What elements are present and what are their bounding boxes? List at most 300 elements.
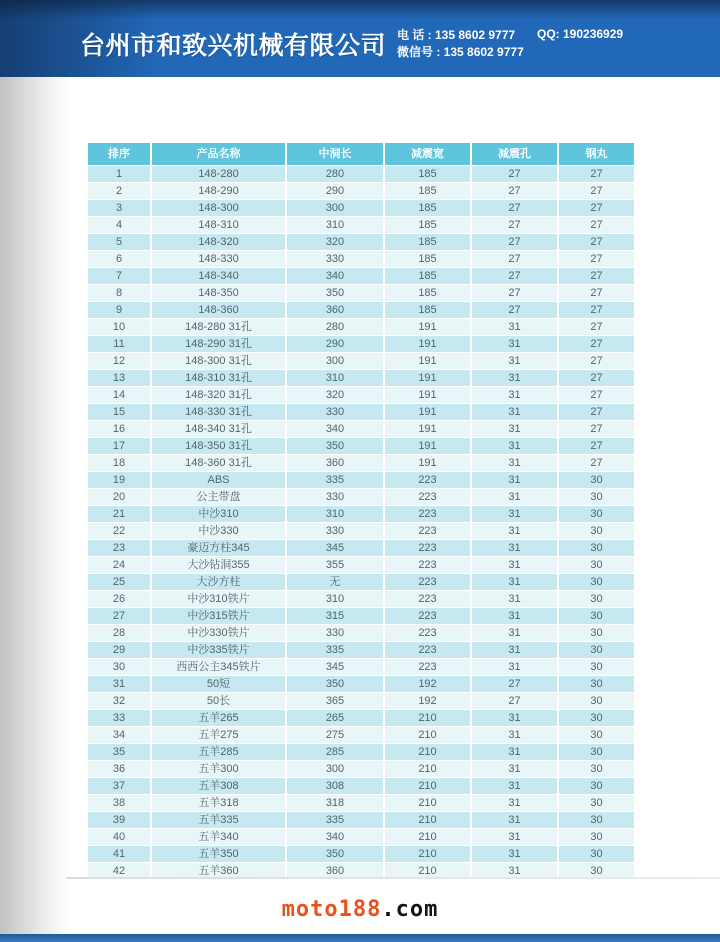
cell-shock-hole: 31 xyxy=(472,727,557,743)
cell-center-hole-length: 300 xyxy=(287,761,383,777)
cell-order: 4 xyxy=(88,217,150,233)
table-row xyxy=(88,268,634,284)
cell-shock-width: 210 xyxy=(385,812,470,828)
cell-product-name: 五羊300 xyxy=(152,761,285,777)
cell-product-name: 148-290 31孔 xyxy=(152,336,285,352)
company-name: 台州市和致兴机械有限公司 xyxy=(80,32,387,60)
watermark-suffix: .com xyxy=(381,897,439,922)
table-row xyxy=(88,183,634,199)
cell-shock-hole: 31 xyxy=(472,336,557,352)
cell-shock-width: 185 xyxy=(385,302,470,318)
cell-order: 24 xyxy=(88,557,150,573)
table-row xyxy=(88,319,634,335)
cell-shock-hole: 31 xyxy=(472,795,557,811)
cell-shock-width: 185 xyxy=(385,200,470,216)
cell-center-hole-length: 360 xyxy=(287,863,383,879)
cell-shock-hole: 27 xyxy=(472,676,557,692)
cell-steel-ball: 27 xyxy=(559,404,634,420)
cell-product-name: 中沙330铁片 xyxy=(152,625,285,641)
cell-shock-width: 223 xyxy=(385,659,470,675)
cell-steel-ball: 30 xyxy=(559,829,634,845)
table-row xyxy=(88,217,634,233)
cell-order: 19 xyxy=(88,472,150,488)
cell-shock-hole: 27 xyxy=(472,285,557,301)
cell-shock-width: 210 xyxy=(385,778,470,794)
cell-shock-hole: 31 xyxy=(472,608,557,624)
cell-center-hole-length: 365 xyxy=(287,693,383,709)
cell-shock-hole: 27 xyxy=(472,166,557,182)
cell-steel-ball: 30 xyxy=(559,472,634,488)
cell-order: 6 xyxy=(88,251,150,267)
cell-order: 34 xyxy=(88,727,150,743)
cell-shock-width: 185 xyxy=(385,285,470,301)
cell-shock-hole: 27 xyxy=(472,200,557,216)
cell-shock-width: 191 xyxy=(385,438,470,454)
cell-shock-width: 185 xyxy=(385,217,470,233)
cell-shock-width: 185 xyxy=(385,183,470,199)
cell-product-name: 148-330 31孔 xyxy=(152,404,285,420)
cell-shock-hole: 31 xyxy=(472,438,557,454)
cell-order: 37 xyxy=(88,778,150,794)
cell-shock-width: 223 xyxy=(385,574,470,590)
cell-shock-hole: 31 xyxy=(472,540,557,556)
cell-order: 21 xyxy=(88,506,150,522)
table-row xyxy=(88,302,634,318)
cell-shock-width: 210 xyxy=(385,744,470,760)
cell-center-hole-length: 330 xyxy=(287,625,383,641)
cell-center-hole-length: 330 xyxy=(287,523,383,539)
table-row xyxy=(88,387,634,403)
cell-shock-hole: 31 xyxy=(472,863,557,879)
cell-steel-ball: 27 xyxy=(559,336,634,352)
table-row xyxy=(88,778,634,794)
cell-shock-hole: 27 xyxy=(472,693,557,709)
cell-center-hole-length: 300 xyxy=(287,200,383,216)
cell-steel-ball: 30 xyxy=(559,778,634,794)
cell-center-hole-length: 360 xyxy=(287,302,383,318)
cell-product-name: 148-300 31孔 xyxy=(152,353,285,369)
table-row xyxy=(88,353,634,369)
cell-steel-ball: 27 xyxy=(559,387,634,403)
cell-product-name: 五羊340 xyxy=(152,829,285,845)
cell-shock-hole: 31 xyxy=(472,506,557,522)
cell-product-name: 148-300 xyxy=(152,200,285,216)
cell-product-name: 公主带盘 xyxy=(152,489,285,505)
cell-shock-hole: 27 xyxy=(472,234,557,250)
cell-order: 15 xyxy=(88,404,150,420)
cell-shock-width: 223 xyxy=(385,489,470,505)
cell-order: 5 xyxy=(88,234,150,250)
cell-steel-ball: 30 xyxy=(559,625,634,641)
cell-steel-ball: 30 xyxy=(559,557,634,573)
page-bottom-edge xyxy=(66,877,720,879)
cell-product-name: 大沙方柱 xyxy=(152,574,285,590)
cell-center-hole-length: 275 xyxy=(287,727,383,743)
cell-order: 36 xyxy=(88,761,150,777)
cell-steel-ball: 30 xyxy=(559,591,634,607)
table-row xyxy=(88,608,634,624)
contact-block xyxy=(397,27,524,61)
cell-center-hole-length: 330 xyxy=(287,404,383,420)
cell-shock-width: 210 xyxy=(385,710,470,726)
cell-center-hole-length: 308 xyxy=(287,778,383,794)
cell-center-hole-length: 315 xyxy=(287,608,383,624)
cell-center-hole-length: 345 xyxy=(287,540,383,556)
cell-product-name: 148-360 xyxy=(152,302,285,318)
cell-order: 8 xyxy=(88,285,150,301)
cell-steel-ball: 27 xyxy=(559,183,634,199)
table-row xyxy=(88,506,634,522)
cell-order: 17 xyxy=(88,438,150,454)
cell-shock-width: 210 xyxy=(385,727,470,743)
cell-shock-hole: 31 xyxy=(472,659,557,675)
cell-steel-ball: 30 xyxy=(559,863,634,879)
cell-shock-width: 191 xyxy=(385,404,470,420)
cell-product-name: 五羊318 xyxy=(152,795,285,811)
cell-steel-ball: 30 xyxy=(559,659,634,675)
cell-shock-hole: 31 xyxy=(472,846,557,862)
cell-shock-width: 185 xyxy=(385,166,470,182)
cell-shock-hole: 31 xyxy=(472,455,557,471)
table-row xyxy=(88,659,634,675)
cell-shock-hole: 31 xyxy=(472,557,557,573)
cell-order: 3 xyxy=(88,200,150,216)
table-row xyxy=(88,540,634,556)
cell-shock-width: 223 xyxy=(385,642,470,658)
cell-order: 41 xyxy=(88,846,150,862)
cell-product-name: 中沙335铁片 xyxy=(152,642,285,658)
table-row xyxy=(88,574,634,590)
product-spec-table xyxy=(88,143,634,880)
cell-shock-width: 223 xyxy=(385,625,470,641)
table-header-row xyxy=(88,143,634,165)
cell-order: 38 xyxy=(88,795,150,811)
cell-order: 26 xyxy=(88,591,150,607)
table-row xyxy=(88,285,634,301)
cell-steel-ball: 30 xyxy=(559,710,634,726)
cell-shock-hole: 31 xyxy=(472,829,557,845)
table-row xyxy=(88,455,634,471)
column-header-order: 排序 xyxy=(88,143,150,165)
cell-center-hole-length: 310 xyxy=(287,506,383,522)
table-row xyxy=(88,727,634,743)
cell-shock-width: 223 xyxy=(385,472,470,488)
cell-shock-width: 223 xyxy=(385,506,470,522)
cell-steel-ball: 30 xyxy=(559,608,634,624)
watermark-brand: moto188 xyxy=(281,897,382,922)
cell-steel-ball: 30 xyxy=(559,574,634,590)
cell-steel-ball: 27 xyxy=(559,268,634,284)
cell-order: 42 xyxy=(88,863,150,879)
cell-product-name: 中沙315铁片 xyxy=(152,608,285,624)
cell-order: 31 xyxy=(88,676,150,692)
cell-product-name: 148-320 xyxy=(152,234,285,250)
cell-steel-ball: 30 xyxy=(559,489,634,505)
table-row xyxy=(88,166,634,182)
cell-shock-width: 210 xyxy=(385,846,470,862)
cell-product-name: 西西公主345铁片 xyxy=(152,659,285,675)
cell-product-name: 148-310 31孔 xyxy=(152,370,285,386)
table-row xyxy=(88,200,634,216)
column-header-product-name: 产品名称 xyxy=(152,143,285,165)
table-row xyxy=(88,642,634,658)
cell-shock-width: 192 xyxy=(385,693,470,709)
cell-shock-width: 210 xyxy=(385,795,470,811)
cell-center-hole-length: 330 xyxy=(287,251,383,267)
cell-product-name: 148-350 xyxy=(152,285,285,301)
cell-order: 11 xyxy=(88,336,150,352)
cell-shock-hole: 31 xyxy=(472,353,557,369)
cell-order: 27 xyxy=(88,608,150,624)
header-band xyxy=(0,0,720,77)
cell-steel-ball: 30 xyxy=(559,846,634,862)
cell-steel-ball: 30 xyxy=(559,812,634,828)
cell-shock-width: 191 xyxy=(385,353,470,369)
cell-center-hole-length: 335 xyxy=(287,472,383,488)
cell-center-hole-length: 300 xyxy=(287,353,383,369)
column-header-steel-ball: 钢丸 xyxy=(559,143,634,165)
cell-shock-width: 185 xyxy=(385,234,470,250)
cell-product-name: 中沙330 xyxy=(152,523,285,539)
wechat-line: 微信号 : 135 8602 9777 xyxy=(397,45,524,59)
cell-shock-hole: 31 xyxy=(472,761,557,777)
cell-center-hole-length: 265 xyxy=(287,710,383,726)
cell-shock-hole: 31 xyxy=(472,370,557,386)
cell-shock-width: 223 xyxy=(385,557,470,573)
column-header-shock-width: 减震宽 xyxy=(385,143,470,165)
table-row xyxy=(88,710,634,726)
cell-shock-width: 191 xyxy=(385,455,470,471)
cell-order: 14 xyxy=(88,387,150,403)
cell-order: 22 xyxy=(88,523,150,539)
cell-steel-ball: 27 xyxy=(559,251,634,267)
cell-steel-ball: 30 xyxy=(559,676,634,692)
cell-shock-width: 185 xyxy=(385,268,470,284)
cell-shock-hole: 31 xyxy=(472,319,557,335)
cell-shock-hole: 27 xyxy=(472,302,557,318)
cell-shock-width: 210 xyxy=(385,829,470,845)
cell-steel-ball: 30 xyxy=(559,727,634,743)
cell-order: 12 xyxy=(88,353,150,369)
cell-center-hole-length: 340 xyxy=(287,268,383,284)
cell-center-hole-length: 290 xyxy=(287,183,383,199)
cell-steel-ball: 27 xyxy=(559,370,634,386)
cell-order: 20 xyxy=(88,489,150,505)
table-row xyxy=(88,234,634,250)
cell-center-hole-length: 350 xyxy=(287,438,383,454)
cell-product-name: 148-320 31孔 xyxy=(152,387,285,403)
cell-steel-ball: 27 xyxy=(559,285,634,301)
cell-center-hole-length: 330 xyxy=(287,489,383,505)
table-row xyxy=(88,829,634,845)
cell-product-name: 50长 xyxy=(152,693,285,709)
cell-order: 39 xyxy=(88,812,150,828)
table-row xyxy=(88,693,634,709)
cell-product-name: 五羊308 xyxy=(152,778,285,794)
cell-shock-hole: 31 xyxy=(472,574,557,590)
cell-product-name: 50短 xyxy=(152,676,285,692)
cell-shock-hole: 31 xyxy=(472,404,557,420)
cell-shock-hole: 31 xyxy=(472,421,557,437)
cell-product-name: 五羊265 xyxy=(152,710,285,726)
cell-product-name: ABS xyxy=(152,472,285,488)
cell-steel-ball: 27 xyxy=(559,302,634,318)
cell-center-hole-length: 345 xyxy=(287,659,383,675)
cell-shock-hole: 31 xyxy=(472,710,557,726)
table-row xyxy=(88,625,634,641)
cell-center-hole-length: 350 xyxy=(287,846,383,862)
cell-shock-width: 210 xyxy=(385,863,470,879)
cell-shock-hole: 31 xyxy=(472,625,557,641)
cell-shock-hole: 27 xyxy=(472,217,557,233)
cell-shock-hole: 31 xyxy=(472,489,557,505)
table-row xyxy=(88,336,634,352)
table-row xyxy=(88,557,634,573)
cell-order: 28 xyxy=(88,625,150,641)
cell-product-name: 148-340 31孔 xyxy=(152,421,285,437)
cell-center-hole-length: 280 xyxy=(287,166,383,182)
cell-shock-width: 191 xyxy=(385,421,470,437)
cell-steel-ball: 30 xyxy=(559,642,634,658)
cell-steel-ball: 30 xyxy=(559,761,634,777)
table-row xyxy=(88,744,634,760)
cell-steel-ball: 27 xyxy=(559,319,634,335)
cell-center-hole-length: 310 xyxy=(287,591,383,607)
cell-steel-ball: 27 xyxy=(559,166,634,182)
table-row xyxy=(88,523,634,539)
footer-strip xyxy=(0,934,720,942)
table-row xyxy=(88,404,634,420)
cell-order: 29 xyxy=(88,642,150,658)
cell-product-name: 148-290 xyxy=(152,183,285,199)
cell-center-hole-length: 320 xyxy=(287,387,383,403)
cell-product-name: 148-330 xyxy=(152,251,285,267)
table-row xyxy=(88,421,634,437)
cell-shock-width: 192 xyxy=(385,676,470,692)
cell-steel-ball: 30 xyxy=(559,693,634,709)
cell-steel-ball: 30 xyxy=(559,795,634,811)
cell-shock-width: 210 xyxy=(385,761,470,777)
cell-shock-width: 223 xyxy=(385,540,470,556)
cell-center-hole-length: 360 xyxy=(287,455,383,471)
cell-center-hole-length: 335 xyxy=(287,642,383,658)
cell-shock-hole: 27 xyxy=(472,268,557,284)
table-body xyxy=(88,166,634,879)
cell-product-name: 148-340 xyxy=(152,268,285,284)
cell-steel-ball: 30 xyxy=(559,523,634,539)
qq-line: QQ: 190236929 xyxy=(537,27,624,41)
cell-shock-hole: 31 xyxy=(472,523,557,539)
cell-product-name: 五羊350 xyxy=(152,846,285,862)
cell-center-hole-length: 320 xyxy=(287,234,383,250)
cell-center-hole-length: 318 xyxy=(287,795,383,811)
cell-order: 30 xyxy=(88,659,150,675)
cell-product-name: 148-280 31孔 xyxy=(152,319,285,335)
table-row xyxy=(88,846,634,862)
phone-line: 电 话 : 135 8602 9777 xyxy=(397,28,516,42)
table-row xyxy=(88,795,634,811)
cell-order: 18 xyxy=(88,455,150,471)
cell-center-hole-length: 350 xyxy=(287,676,383,692)
cell-steel-ball: 30 xyxy=(559,506,634,522)
cell-center-hole-length: 285 xyxy=(287,744,383,760)
cell-order: 10 xyxy=(88,319,150,335)
cell-product-name: 五羊360 xyxy=(152,863,285,879)
cell-shock-width: 191 xyxy=(385,319,470,335)
cell-shock-hole: 31 xyxy=(472,591,557,607)
cell-shock-hole: 27 xyxy=(472,183,557,199)
cell-center-hole-length: 310 xyxy=(287,217,383,233)
cell-steel-ball: 27 xyxy=(559,353,634,369)
cell-order: 40 xyxy=(88,829,150,845)
cell-product-name: 148-310 xyxy=(152,217,285,233)
cell-order: 25 xyxy=(88,574,150,590)
cell-steel-ball: 27 xyxy=(559,455,634,471)
cell-steel-ball: 27 xyxy=(559,438,634,454)
cell-order: 2 xyxy=(88,183,150,199)
table-row xyxy=(88,591,634,607)
cell-product-name: 五羊335 xyxy=(152,812,285,828)
cell-order: 9 xyxy=(88,302,150,318)
table-row xyxy=(88,676,634,692)
column-header-center-hole-length: 中洞长 xyxy=(287,143,383,165)
cell-steel-ball: 27 xyxy=(559,421,634,437)
table-row xyxy=(88,472,634,488)
cell-shock-hole: 31 xyxy=(472,778,557,794)
table-row xyxy=(88,438,634,454)
table-row xyxy=(88,370,634,386)
cell-shock-width: 223 xyxy=(385,591,470,607)
cell-shock-hole: 31 xyxy=(472,812,557,828)
table-row xyxy=(88,761,634,777)
cell-order: 16 xyxy=(88,421,150,437)
cell-shock-hole: 31 xyxy=(472,472,557,488)
cell-product-name: 大沙钻洞355 xyxy=(152,557,285,573)
cell-center-hole-length: 无 xyxy=(287,574,383,590)
cell-steel-ball: 30 xyxy=(559,744,634,760)
cell-center-hole-length: 335 xyxy=(287,812,383,828)
cell-shock-hole: 31 xyxy=(472,642,557,658)
table-row xyxy=(88,251,634,267)
cell-shock-width: 223 xyxy=(385,608,470,624)
watermark xyxy=(0,897,720,922)
cell-shock-hole: 31 xyxy=(472,387,557,403)
cell-product-name: 豪迈方柱345 xyxy=(152,540,285,556)
cell-center-hole-length: 280 xyxy=(287,319,383,335)
cell-shock-width: 191 xyxy=(385,370,470,386)
cell-order: 35 xyxy=(88,744,150,760)
cell-product-name: 五羊285 xyxy=(152,744,285,760)
cell-product-name: 148-350 31孔 xyxy=(152,438,285,454)
cell-shock-hole: 31 xyxy=(472,744,557,760)
cell-order: 7 xyxy=(88,268,150,284)
cell-steel-ball: 27 xyxy=(559,217,634,233)
table-row xyxy=(88,489,634,505)
cell-steel-ball: 30 xyxy=(559,540,634,556)
cell-center-hole-length: 290 xyxy=(287,336,383,352)
cell-order: 1 xyxy=(88,166,150,182)
cell-order: 32 xyxy=(88,693,150,709)
cell-product-name: 148-280 xyxy=(152,166,285,182)
cell-product-name: 148-360 31孔 xyxy=(152,455,285,471)
table-row xyxy=(88,812,634,828)
cell-center-hole-length: 350 xyxy=(287,285,383,301)
cell-steel-ball: 27 xyxy=(559,234,634,250)
cell-product-name: 中沙310 xyxy=(152,506,285,522)
cell-center-hole-length: 310 xyxy=(287,370,383,386)
cell-shock-width: 191 xyxy=(385,336,470,352)
cell-shock-width: 185 xyxy=(385,251,470,267)
